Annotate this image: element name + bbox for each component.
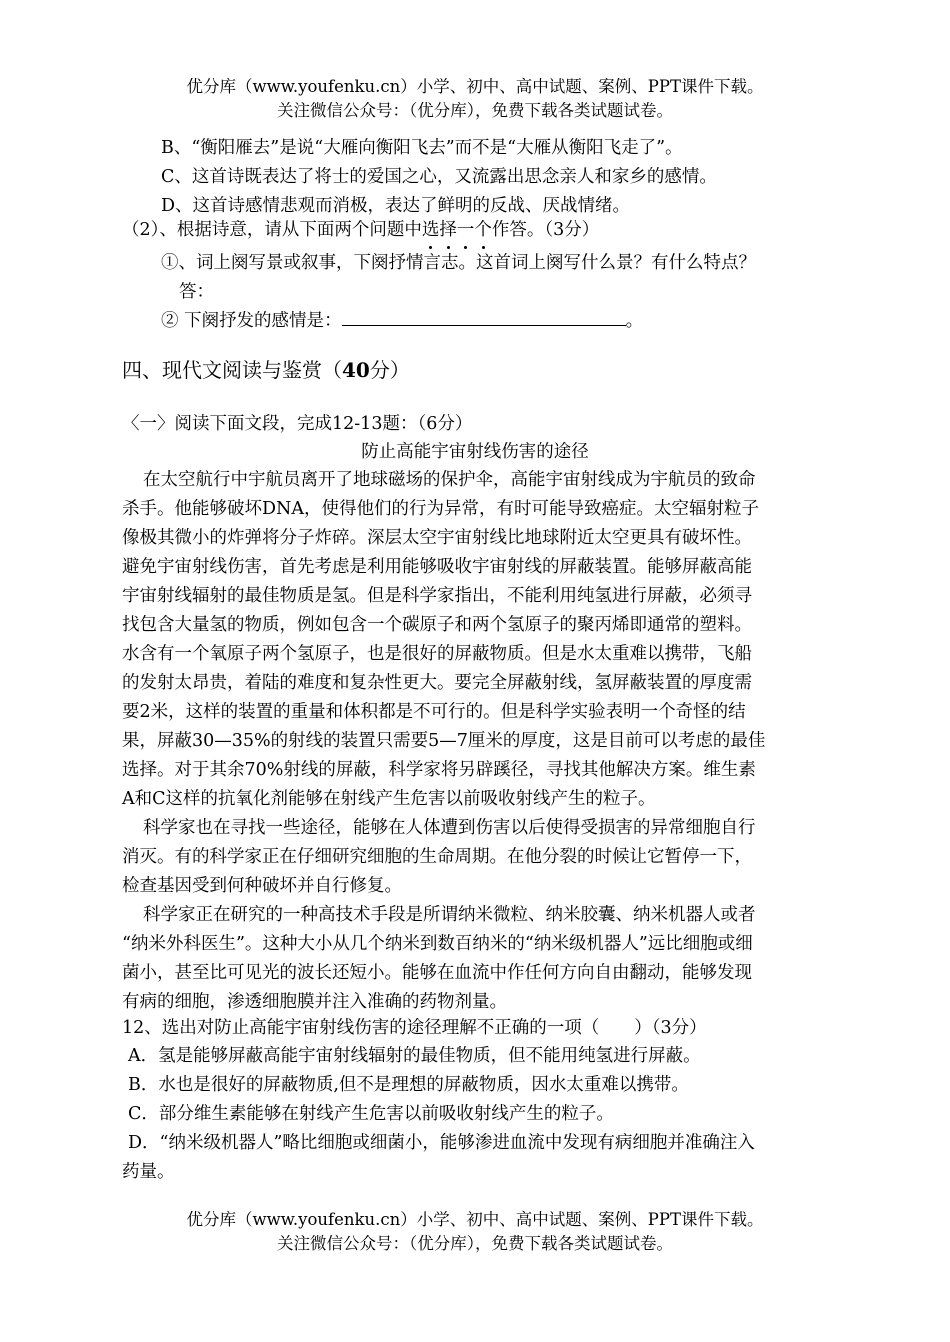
article-line: 要2米，这样的装置的重量和体积都是不可行的。但是科学实验表明一个奇怪的结 [122, 702, 746, 722]
question-2-before: （2）、根据诗意，请从下面两个问题中 [122, 220, 422, 240]
article-line: 的发射太昂贵，着陆的难度和复杂性更大。要完全屏蔽射线，氢屏蔽装置的厚度需 [122, 673, 752, 693]
article-line: 选择。对于其余70%射线的屏蔽，科学家将另辟蹊径，寻找其他解决方案。维生素 [122, 760, 756, 780]
question-2-item-2-prefix: ② 下阕抒发的感情是 [161, 311, 325, 331]
question-2 [122, 220, 599, 240]
header-line-1: 优分库（www.youfenku.cn）小学、初中、高中试题、案例、PPT课件下载。 [186, 77, 764, 96]
question-2-after: 作答。（3分） [491, 220, 600, 240]
emphasis-char: 一 [456, 220, 475, 240]
question-12-stem: 12、选出对防止高能宇宙射线伤害的途径理解不正确的一项（ ）（3分） [122, 1018, 707, 1038]
article-line: 有病的细胞，渗透细胞膜并注入准确的药物剂量。 [122, 992, 507, 1012]
article-line: 避免宇宙射线伤害，首先考虑是利用能够吸收宇宙射线的屏蔽装置。能够屏蔽高能 [122, 557, 752, 577]
question-12-option-b: B．水也是很好的屏蔽物质,但不是理想的屏蔽物质，因水太重难以携带。 [128, 1075, 689, 1095]
section-4-heading-suffix: 分） [369, 358, 410, 382]
article-line: 科学家也在寻找一些途径，能够在人体遭到伤害以后使得受损害的异常细胞自行 [143, 818, 756, 838]
article-line: 消灭。有的科学家正在仔细研究细胞的生命周期。在他分裂的时候让它暂停一下， [122, 847, 752, 867]
option-b: B、“衡阳雁去”是说“大雁向衡阳飞去”而不是“大雁从衡阳飞走了”。 [161, 138, 683, 158]
article-line: 像极其微小的炸弹将分子炸碎。深层太空宇宙射线比地球附近太空更具有破坏性。 [122, 528, 752, 548]
emphasis-char: 择 [439, 220, 457, 240]
question-12-option-c: C．部分维生素能够在射线产生危害以前吸收射线产生的粒子。 [128, 1104, 614, 1124]
question-2-item-2 [161, 311, 643, 331]
section-4-heading [122, 359, 410, 382]
option-c: C、这首诗既表达了将士的爱国之心，又流露出思念亲人和家乡的感情。 [161, 167, 717, 187]
emphasis-char: 选 [421, 220, 440, 240]
article-line: 水含有一个氧原子两个氢原子，也是很好的屏蔽物质。但是水太重难以携带，飞船 [122, 644, 752, 664]
question-12-option-a: A．氢是能够屏蔽高能宇宙射线辐射的最佳物质，但不能用纯氢进行屏蔽。 [128, 1046, 701, 1066]
emphasis-char: 个 [474, 220, 492, 240]
article-line: 菌小，甚至比可见光的波长还短小。能够在血流中作任何方向自由翻动，能够发现 [122, 963, 752, 983]
option-d: D、这首诗感情悲观而消极，表达了鲜明的反战、厌战情绪。 [161, 196, 631, 216]
part-1-intro: 〈一〉阅读下面文段，完成12-13题：（6分） [122, 414, 473, 434]
article-line: “纳米外科医生”。这种大小从几个纳米到数百纳米的“纳米级机器人”远比细胞或细 [122, 934, 753, 954]
article-line: 杀手。他能够破坏DNA，使得他们的行为异常，有时可能导致癌症。太空辐射粒子 [122, 499, 759, 519]
question-12-option-d: D．“纳米级机器人”略比细胞或细菌小，能够渗进血流中发现有病细胞并准确注入 [128, 1133, 755, 1153]
article-line: 果，屏蔽30—35%的射线的装置只需要5—7厘米的厚度，这是目前可以考虑的最佳 [122, 731, 766, 751]
article-line: 找包含大量氢的物质，例如包含一个碳原子和两个氢原子的聚丙烯即通常的塑料。 [122, 615, 752, 635]
question-2-item-1: ①、词上阕写景或叙事，下阕抒情言志。这首词上阕写什么景？有什么特点？ [161, 253, 756, 273]
question-2-item-2-colon: ： [324, 311, 342, 331]
question-2-item-2-end: 。 [625, 311, 644, 331]
answer-label: 答： [179, 282, 214, 302]
answer-blank[interactable] [342, 311, 626, 326]
header-line-2: 关注微信公众号：（优分库），免费下载各类试题试卷。 [277, 101, 673, 120]
footer-line-2: 关注微信公众号：（优分库），免费下载各类试题试卷。 [277, 1234, 673, 1253]
article-title: 防止高能宇宙射线伤害的途径 [361, 442, 589, 462]
section-4-heading-score: 40 [342, 358, 370, 382]
question-12-option-d-cont: 药量。 [122, 1162, 175, 1182]
article-line: A和C这样的抗氧化剂能够在射线产生危害以前吸收射线产生的粒子。 [122, 789, 656, 809]
footer-line-1: 优分库（www.youfenku.cn）小学、初中、高中试题、案例、PPT课件下载。 [186, 1210, 764, 1229]
article-line: 科学家正在研究的一种高技术手段是所谓纳米微粒、纳米胶囊、纳米机器人或者 [143, 905, 756, 925]
article-line: 检查基因受到何种破坏并自行修复。 [122, 876, 402, 896]
article-line: 宇宙射线辐射的最佳物质是氢。但是科学家指出，不能利用纯氢进行屏蔽，必须寻 [122, 586, 752, 606]
article-line: 在太空航行中宇航员离开了地球磁场的保护伞，高能宇宙射线成为宇航员的致命 [143, 470, 756, 490]
section-4-heading-prefix: 四、现代文阅读与鉴赏（ [122, 358, 342, 382]
